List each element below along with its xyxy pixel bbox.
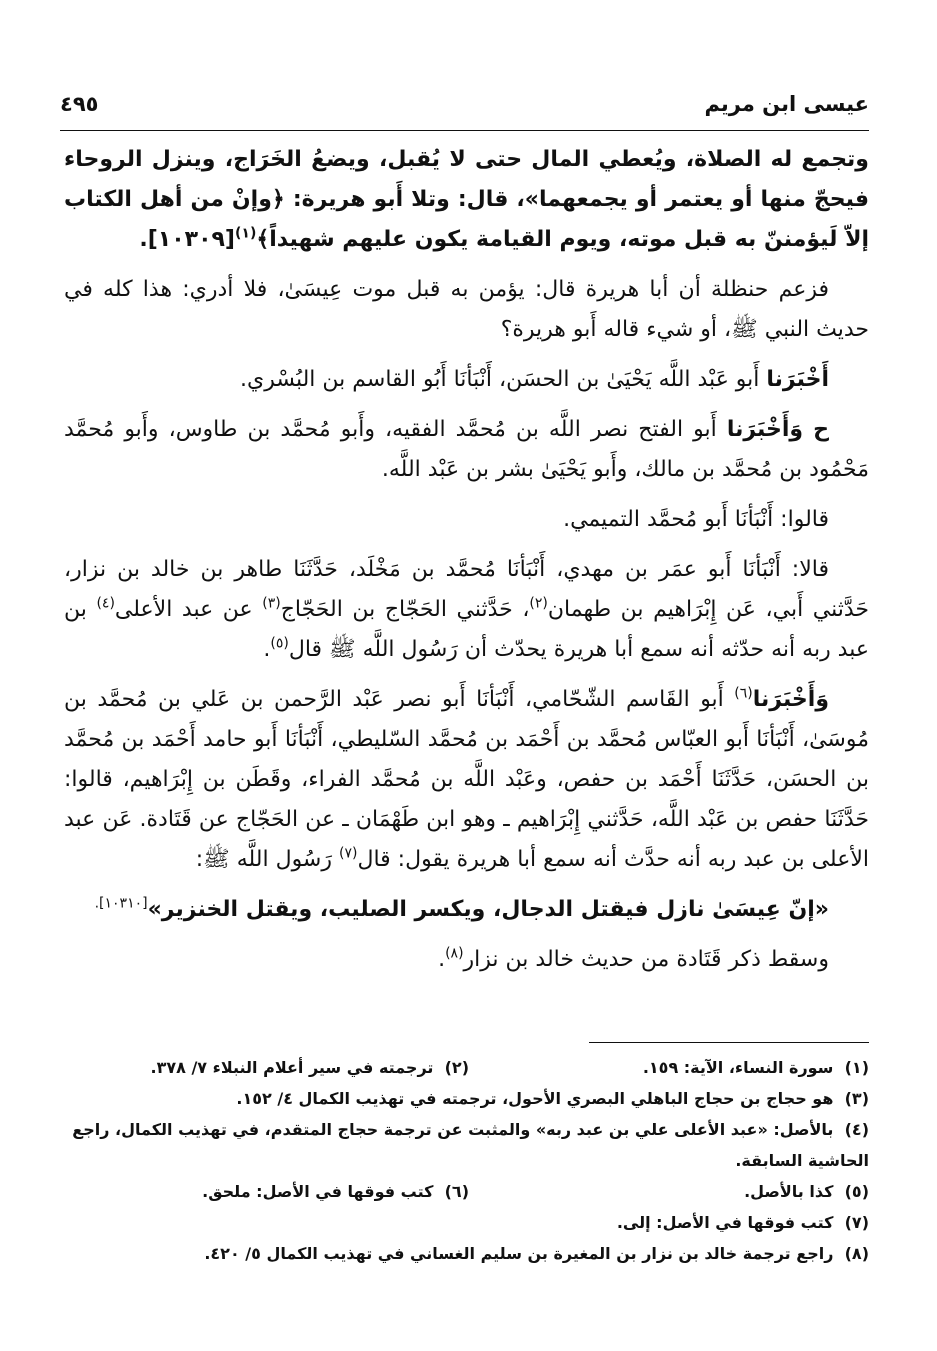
paragraph-8 [64, 890, 869, 930]
footnote-text: ترجمته في سير أعلام النبلاء ٧/ ٣٧٨. [150, 1058, 434, 1077]
paragraph-9 [64, 940, 869, 980]
page-number: ٤٩٥ [60, 92, 99, 116]
footnote-text: كذا بالأصل. [744, 1182, 834, 1201]
footnote-text: كتب فوقها في الأصل: ملحق. [202, 1182, 434, 1201]
paragraph-2 [64, 270, 869, 350]
hadith-ref: [١٠٣٠٩]. [139, 227, 235, 252]
isnad-text: أَبو عَبْد اللَّه يَحْيَىٰ بن الحسَن، أَنْبَأنَا أَبُو القاسم بن البُسْري. [239, 367, 767, 392]
paragraph-5 [64, 500, 869, 540]
footnote-number: (٥) [844, 1182, 869, 1201]
footnote-number: (٢) [444, 1058, 469, 1077]
isnad-text: قالوا: أَنْبَأنَا أَبو مُحمَّد التميمي. [563, 507, 829, 532]
footnote-text: كتب فوقها في الأصل: إلى. [616, 1213, 834, 1232]
paragraph-text: وسقط ذكر قَتَادة من حديث خالد بن نزار [463, 947, 829, 972]
footnote-divider [589, 1042, 869, 1043]
footnote-marker-8: (٨) [445, 945, 464, 962]
paragraph-6 [64, 550, 869, 670]
footnote-marker-6: (٦) [734, 685, 753, 702]
isnad-text: أَبو الفتح نصر اللَّه بن مُحمَّد الفقيه، وأَبو مُحمَّد بن طاوس، وأَبو مُحمَّد مَحْمُود بن مُحمَّد بن مالك، وأَبو يَحْيَىٰ بشر بن عَبْد اللَّه. [64, 417, 869, 482]
footnote-6 [202, 1176, 469, 1207]
isnad-text: قالا: أَنْبَأنَا أَبو عمَر بن مهدي، أَنْبَأنَا مُحمَّد بن مَخْلَد، حَدَّثَنَا طاهر بن خالد بن نزار، حَدَّثني أَبي، عَن إِبْرَاهيم بن طهمان [64, 557, 869, 622]
paragraph-4 [64, 410, 869, 490]
chapter-title: عيسى ابن مريم [704, 92, 869, 116]
hadith-quote: «إنّ عِيسَىٰ نازل فيقتل الدجال، ويكسر الصليب، ويقتل الخنزير» [147, 897, 829, 922]
paragraph-3 [64, 360, 869, 400]
footnote-1 [469, 1052, 869, 1083]
isnad-text: أَبو القَاسم الشّحّامي، أَنْبَأنَا أَبو نصر عَبْد الرَّحمن بن عَلي بن مُحمَّد بن مُوسَىٰ، أَنْبَأنَا أَبو العبّاس مُحمَّد بن أَحْمَد بن مُحمَّد السّليطي، أَنْبَأنَا أَبو حامد أَحْمَد بن مُحمَّد بن الحسَن، حَدَّثَنَا أَحْمَد بن حفص، وعَبْد اللَّه بن مُحمَّد الفراء، وقَطَن بن إِبْرَاهيم، قالوا: حَدَّثَنَا حفص بن عَبْد اللَّه، حَدَّثني إِبْرَاهيم ـ وهو ابن طَهْمَان ـ عن الحَجّاج عن قَتَادة. عَن عبد الأعلى بن عبد ربه أنه حدَّث أنه سمع أبا هريرة يقول: قال [64, 687, 869, 872]
wa-akhbarana-keyword: وَأَخْبَرَنا [752, 687, 829, 712]
footnote-3 [64, 1083, 869, 1114]
footnote-number: (٣) [844, 1089, 869, 1108]
hadith-text: وتجمع له الصلاة، ويُعطي المال حتى لا يُقبل، ويضعُ الخَرَاج، وينزل الروحاء فيحجّ منها أو يعتمر أو يجمعهما»، قال: وتلا أَبو هريرة: ﴿وإنْ من أهل الكتاب إلاّ لَيؤمننّ به قبل موته، ويوم القيامة يكون عليهم شهيداً﴾ [64, 147, 869, 252]
footnote-marker-7: (٧) [339, 845, 358, 862]
footnote-row [64, 1176, 869, 1207]
isnad-text: . [263, 637, 271, 662]
isnad-text: ، حَدَّثني الحَجّاج بن الحَجّاج [280, 597, 530, 622]
footnote-marker-3: (٣) [262, 595, 281, 612]
footnote-number: (٧) [844, 1213, 869, 1232]
footnote-marker-5: (٥) [270, 635, 289, 652]
paragraph-1 [64, 140, 869, 260]
footnote-5 [469, 1176, 869, 1207]
paragraph-text: . [438, 947, 446, 972]
footnote-2 [151, 1052, 470, 1083]
isnad-text: رَسُول اللَّه ﷺ: [195, 847, 339, 872]
footnote-marker-2: (٢) [529, 595, 548, 612]
footnote-marker-4: (٤) [96, 595, 115, 612]
isnad-text: عن عبد الأعلى [114, 597, 263, 622]
footnote-text: بالأصل: «عبد الأعلى علي بن عبد ربه» والمثبت عن ترجمة حجاج المتقدم، في تهذيب الكمال، راجع الحاشية السابقة. [72, 1120, 869, 1170]
footnotes [64, 1052, 869, 1269]
footnote-number: (١) [844, 1058, 869, 1077]
footnote-row [64, 1052, 869, 1083]
paragraph-7 [64, 680, 869, 880]
hadith-ref: [١٠٣١٠]. [94, 895, 148, 912]
ha-marker: ح [813, 417, 830, 442]
footnote-marker-1: (١) [234, 225, 257, 242]
footnote-4 [64, 1114, 869, 1176]
isnad-text: بن عبد ربه أنه حدّثه أنه سمع أبا هريرة يحدّث أن رَسُول اللَّه ﷺ قال [64, 597, 869, 662]
footnote-number: (٦) [444, 1182, 469, 1201]
footnote-7 [64, 1207, 869, 1238]
running-header [60, 90, 869, 131]
footnote-text: هو حجاج بن حجاج الباهلي البصري الأحول، ترجمته في تهذيب الكمال ٤/ ١٥٢. [236, 1089, 834, 1108]
footnote-8 [64, 1238, 869, 1269]
paragraph-text: فزعم حنظلة أن أبا هريرة قال: يؤمن به قبل موت عِيسَىٰ، فلا أدري: هذا كله في حديث النبي ﷺ، أو شيء قاله أَبو هريرة؟ [64, 277, 869, 342]
footnote-number: (٨) [844, 1244, 869, 1263]
main-text [64, 140, 869, 990]
wa-akhbarana-keyword: وَأَخْبَرَنا [726, 417, 804, 442]
akhbarana-keyword: أَخْبَرَنا [766, 367, 829, 392]
footnote-text: سورة النساء، الآية: ١٥٩. [642, 1058, 834, 1077]
footnote-number: (٤) [844, 1120, 869, 1139]
footnote-text: راجع ترجمة خالد بن نزار بن المغيرة بن سليم الغساني في تهذيب الكمال ٥/ ٤٢٠. [204, 1244, 834, 1263]
